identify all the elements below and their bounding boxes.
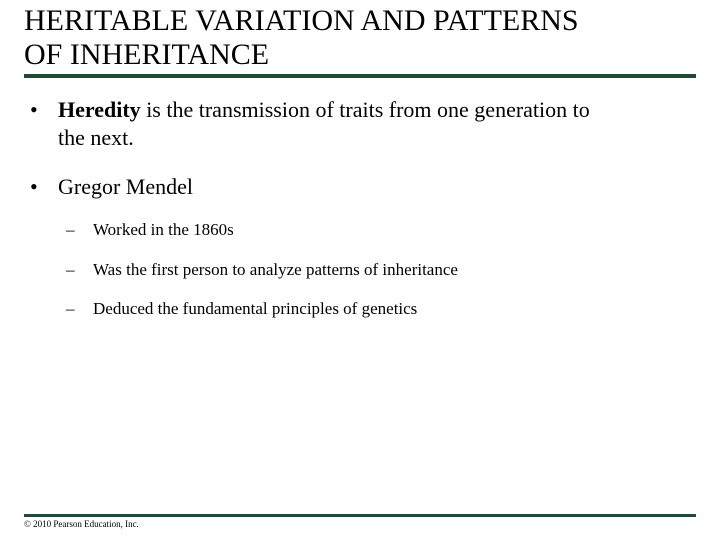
slide-title-line-2: OF INHERITANCE <box>24 38 270 71</box>
bullet-marker: • <box>30 174 38 199</box>
sub-bullet-deduced-principles: Deduced the fundamental principles of genetics <box>93 299 418 318</box>
bullet-mendel: Gregor Mendel <box>58 174 194 199</box>
slide-title <box>24 4 704 72</box>
sub-bullet-worked-1860s: Worked in the 1860s <box>93 220 234 239</box>
copyright-footer: © 2010 Pearson Education, Inc. <box>24 519 139 529</box>
title-divider <box>24 74 696 78</box>
bullet-heredity-text-line-2: the next. <box>58 125 134 150</box>
footer-divider <box>24 514 696 517</box>
sub-bullet-first-person: Was the first person to analyze patterns of inheritance <box>93 260 458 279</box>
bullet-heredity <box>58 96 678 152</box>
sub-bullet-dash: – <box>66 299 75 318</box>
bullet-heredity-term: Heredity <box>58 97 141 122</box>
sub-bullet-dash: – <box>66 260 75 279</box>
bullet-marker: • <box>30 97 38 122</box>
bullet-heredity-text-line-1: is the transmission of traits from one generation to <box>140 97 590 122</box>
sub-bullet-dash: – <box>66 220 75 239</box>
slide-title-line-1: HERITABLE VARIATION AND PATTERNS <box>24 4 579 37</box>
